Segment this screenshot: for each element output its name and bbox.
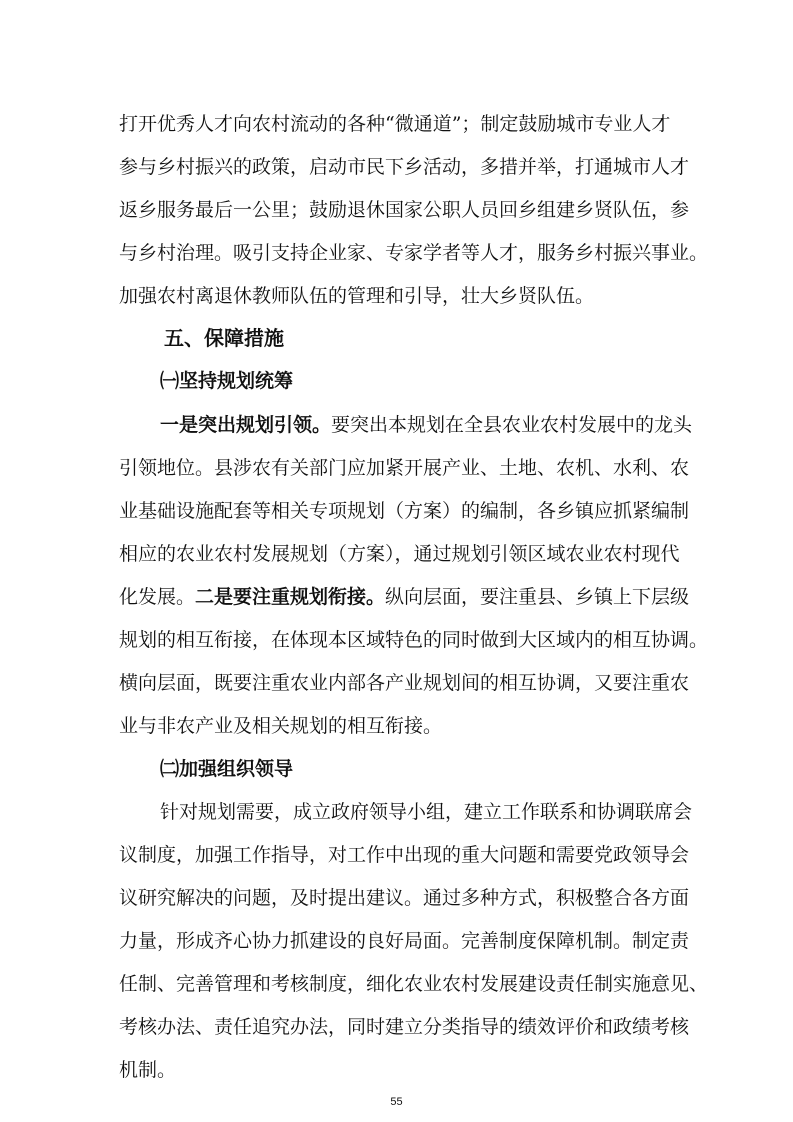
text-line: 力量，形成齐心协力抓建设的良好局面。完善制度保障机制。制定责 [119, 930, 690, 952]
text-line: 与乡村治理。吸引支持企业家、专家学者等人才，服务乡村振兴事业。 [119, 242, 709, 264]
text-line: 相应的农业农村发展规划（方案），通过规划引领区域农业农村现代 [119, 543, 680, 565]
text-line: 议研究解决的问题，及时提出建议。通过多种方式，积极整合各方面 [119, 887, 690, 909]
text-line: 任制、完善管理和考核制度，细化农业农村发展建设责任制实施意见、 [119, 973, 709, 995]
text-run: 化发展。 [119, 586, 196, 608]
text-line [119, 583, 689, 611]
bold-lead: 二是要注重规划衔接。 [195, 586, 386, 608]
text-line: 考核办法、责任追究办法，同时建立分类指导的绩效评价和政绩考核 [119, 1016, 690, 1038]
text-run: 要突出本规划在全县农业农村发展中的龙头 [331, 414, 693, 436]
text-line: 业与非农产业及相关规划的相互衔接。 [119, 715, 443, 737]
text-line: 打开优秀人才向农村流动的各种“微通道”；制定鼓励城市专业人才 [119, 113, 671, 135]
text-line: 参与乡村振兴的政策，启动市民下乡活动，多措并举，打通城市人才 [119, 156, 690, 178]
subsection-heading: ㈠坚持规划统筹 [160, 370, 294, 392]
text-line: 引领地位。县涉农有关部门应加紧开展产业、土地、农机、水利、农 [119, 457, 690, 479]
text-line: 返乡服务最后一公里；鼓励退休国家公职人员回乡组建乡贤队伍，参 [119, 199, 690, 221]
section-heading: 五、保障措施 [164, 326, 284, 350]
text-line: 针对规划需要，成立政府领导小组，建立工作联系和协调联席会 [160, 801, 693, 823]
subsection-heading: ㈡加强组织领导 [160, 758, 294, 780]
text-line: 议制度，加强工作指导，对工作中出现的重大问题和需要党政领导会 [119, 844, 690, 866]
text-line: 机制。 [119, 1059, 177, 1081]
text-line: 加强农村离退休教师队伍的管理和引导，壮大乡贤队伍。 [119, 285, 595, 307]
text-line [160, 411, 692, 439]
text-line: 业基础设施配套等相关专项规划（方案）的编制，各乡镇应抓紧编制 [119, 500, 690, 522]
page-number: 55 [390, 1096, 403, 1108]
text-run: 纵向层面，要注重县、乡镇上下层级 [385, 586, 690, 608]
text-line: 横向层面，既要注重农业内部各产业规划间的相互协调，又要注重农 [119, 672, 690, 694]
bold-lead: 一是突出规划引领。 [160, 414, 332, 436]
text-line: 规划的相互衔接，在体现本区域特色的同时做到大区域内的相互协调。 [119, 629, 709, 651]
